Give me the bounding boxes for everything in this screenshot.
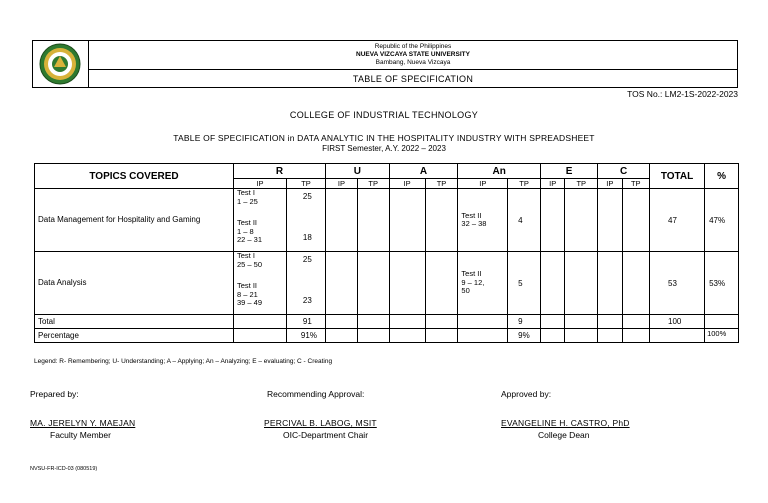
grand-total: 100 — [650, 315, 705, 329]
percentage-label: Percentage — [35, 329, 234, 343]
university-seal-icon — [39, 43, 81, 85]
total-cell: 47 — [650, 189, 705, 252]
r-ip-cell — [234, 252, 287, 315]
r-tp-total: 91 — [286, 315, 325, 329]
tp-value: 18 — [302, 233, 312, 242]
recommending-name: PERCIVAL B. LABOG, MSIT — [264, 418, 377, 428]
empty-cell — [540, 189, 564, 252]
ip-line: 25 – 50 — [237, 259, 263, 269]
an-ip-cell — [458, 252, 508, 315]
empty-cell — [326, 252, 358, 315]
percent-header: % — [705, 164, 739, 189]
empty-cell — [389, 315, 425, 329]
legend: Legend: R- Remembering; U- Understanding; A – Applying; An – Analyzing; E – evaluating; C - Creating — [34, 358, 333, 365]
level-e-header: E — [540, 164, 597, 179]
ip-subheader: IP — [598, 179, 622, 189]
doc-title: TABLE OF SPECIFICATION — [352, 74, 474, 84]
empty-cell — [425, 329, 458, 343]
empty-cell — [565, 329, 598, 343]
r-tp-cell — [286, 252, 325, 315]
ip-line: Test II — [461, 210, 482, 220]
ip-line: 8 – 21 — [237, 289, 258, 299]
empty-cell — [425, 315, 458, 329]
tp-subheader: TP — [508, 179, 541, 189]
table-row — [35, 252, 739, 315]
r-ip-cell — [234, 189, 287, 252]
approved-name: EVANGELINE H. CASTRO, PhD — [501, 418, 630, 428]
tos-table — [34, 163, 739, 343]
an-tp-cell: 4 — [508, 189, 541, 252]
ip-line: Test II — [237, 281, 258, 290]
empty-cell — [622, 315, 650, 329]
empty-cell — [357, 252, 389, 315]
form-code: NVSU-FR-ICD-03 (080519) — [30, 466, 98, 472]
empty-cell — [425, 189, 458, 252]
empty-cell — [565, 315, 598, 329]
ip-line: 1 – 8 — [237, 226, 254, 236]
empty-cell — [458, 315, 508, 329]
empty-cell — [598, 329, 622, 343]
tp-value: 25 — [302, 192, 312, 201]
empty-cell — [598, 189, 622, 252]
approved-role: College Dean — [538, 430, 590, 440]
ip-subheader: IP — [389, 179, 425, 189]
tp-value: 25 — [302, 255, 312, 264]
total-row — [35, 315, 739, 329]
ip-subheader: IP — [540, 179, 564, 189]
tp-subheader: TP — [565, 179, 598, 189]
level-an-header: An — [458, 164, 541, 179]
empty-cell — [357, 315, 389, 329]
ip-line: Test II — [237, 218, 258, 227]
ip-subheader: IP — [234, 179, 287, 189]
ip-subheader: IP — [458, 179, 508, 189]
university-location: Bambang, Nueva Vizcaya — [375, 59, 451, 66]
logo-cell — [33, 41, 89, 87]
total-header: TOTAL — [650, 164, 705, 189]
table-row — [35, 189, 739, 252]
r-tp-cell — [286, 189, 325, 252]
r-tp-percent: 91% — [286, 329, 325, 343]
empty-cell — [326, 189, 358, 252]
empty-cell — [705, 315, 739, 329]
level-u-header: U — [326, 164, 390, 179]
an-tp-percent: 9% — [508, 329, 541, 343]
empty-cell — [565, 252, 598, 315]
empty-cell — [357, 189, 389, 252]
semester-line: FIRST Semester, A.Y. 2022 – 2023 — [322, 144, 446, 153]
tp-subheader: TP — [622, 179, 650, 189]
level-a-header: A — [389, 164, 458, 179]
empty-cell — [540, 252, 564, 315]
topics-header: TOPICS COVERED — [35, 164, 234, 189]
empty-cell — [425, 252, 458, 315]
level-c-header: C — [598, 164, 650, 179]
empty-cell — [622, 329, 650, 343]
tp-value: 23 — [302, 296, 312, 305]
ip-line: Test I — [237, 188, 255, 197]
empty-cell — [565, 189, 598, 252]
an-tp-cell: 5 — [508, 252, 541, 315]
empty-cell — [234, 329, 287, 343]
an-ip-cell — [458, 189, 508, 252]
recommending-role: OIC-Department Chair — [283, 430, 369, 440]
tp-subheader: TP — [425, 179, 458, 189]
ip-subheader: IP — [326, 179, 358, 189]
empty-cell — [622, 189, 650, 252]
empty-cell — [389, 329, 425, 343]
empty-cell — [326, 329, 358, 343]
ip-line: 9 – 12, — [461, 277, 485, 287]
recommending-label: Recommending Approval: — [267, 389, 365, 399]
empty-cell — [598, 252, 622, 315]
university-name: NUEVA VIZCAYA STATE UNIVERSITY — [356, 51, 470, 58]
empty-cell — [540, 329, 564, 343]
republic-text: Republic of the Philippines — [374, 43, 452, 50]
total-cell: 53 — [650, 252, 705, 315]
ip-line: 22 – 31 — [237, 235, 263, 244]
college-name: COLLEGE OF INDUSTRIAL TECHNOLOGY — [289, 110, 479, 120]
an-tp-total: 9 — [508, 315, 541, 329]
empty-cell — [389, 252, 425, 315]
ip-line: 39 – 49 — [237, 298, 263, 307]
tp-subheader: TP — [286, 179, 325, 189]
grand-percent: 100% — [705, 329, 739, 343]
empty-cell — [650, 329, 705, 343]
percent-cell: 47% — [705, 189, 739, 252]
approved-by-label: Approved by: — [501, 389, 552, 399]
percent-cell: 53% — [705, 252, 739, 315]
empty-cell — [357, 329, 389, 343]
empty-cell — [326, 315, 358, 329]
empty-cell — [458, 329, 508, 343]
percentage-row — [35, 329, 739, 343]
tos-number: TOS No.: LM2-1S-2022-2023 — [627, 89, 738, 99]
ip-line: 32 – 38 — [461, 219, 487, 228]
empty-cell — [389, 189, 425, 252]
prepared-role: Faculty Member — [50, 430, 111, 440]
tos-course-title: TABLE OF SPECIFICATION in DATA ANALYTIC IN THE HOSPITALITY INDUSTRY WITH SPREADSHEET — [173, 133, 595, 143]
empty-cell — [622, 252, 650, 315]
ip-line: Test I — [237, 251, 255, 260]
empty-cell — [598, 315, 622, 329]
document-header — [32, 40, 738, 88]
ip-line: Test II — [461, 269, 482, 279]
ip-line: 1 – 25 — [237, 196, 258, 206]
level-r-header: R — [234, 164, 326, 179]
empty-cell — [234, 315, 287, 329]
topic-cell: Data Management for Hospitality and Gaming — [35, 189, 234, 252]
prepared-by-label: Prepared by: — [30, 389, 79, 399]
empty-cell — [540, 315, 564, 329]
ip-line: 50 — [461, 286, 470, 296]
total-label: Total — [35, 315, 234, 329]
tp-subheader: TP — [357, 179, 389, 189]
university-info — [89, 41, 737, 70]
topic-cell: Data Analysis — [35, 252, 234, 315]
prepared-name: MA. JERELYN Y. MAEJAN — [30, 418, 136, 428]
